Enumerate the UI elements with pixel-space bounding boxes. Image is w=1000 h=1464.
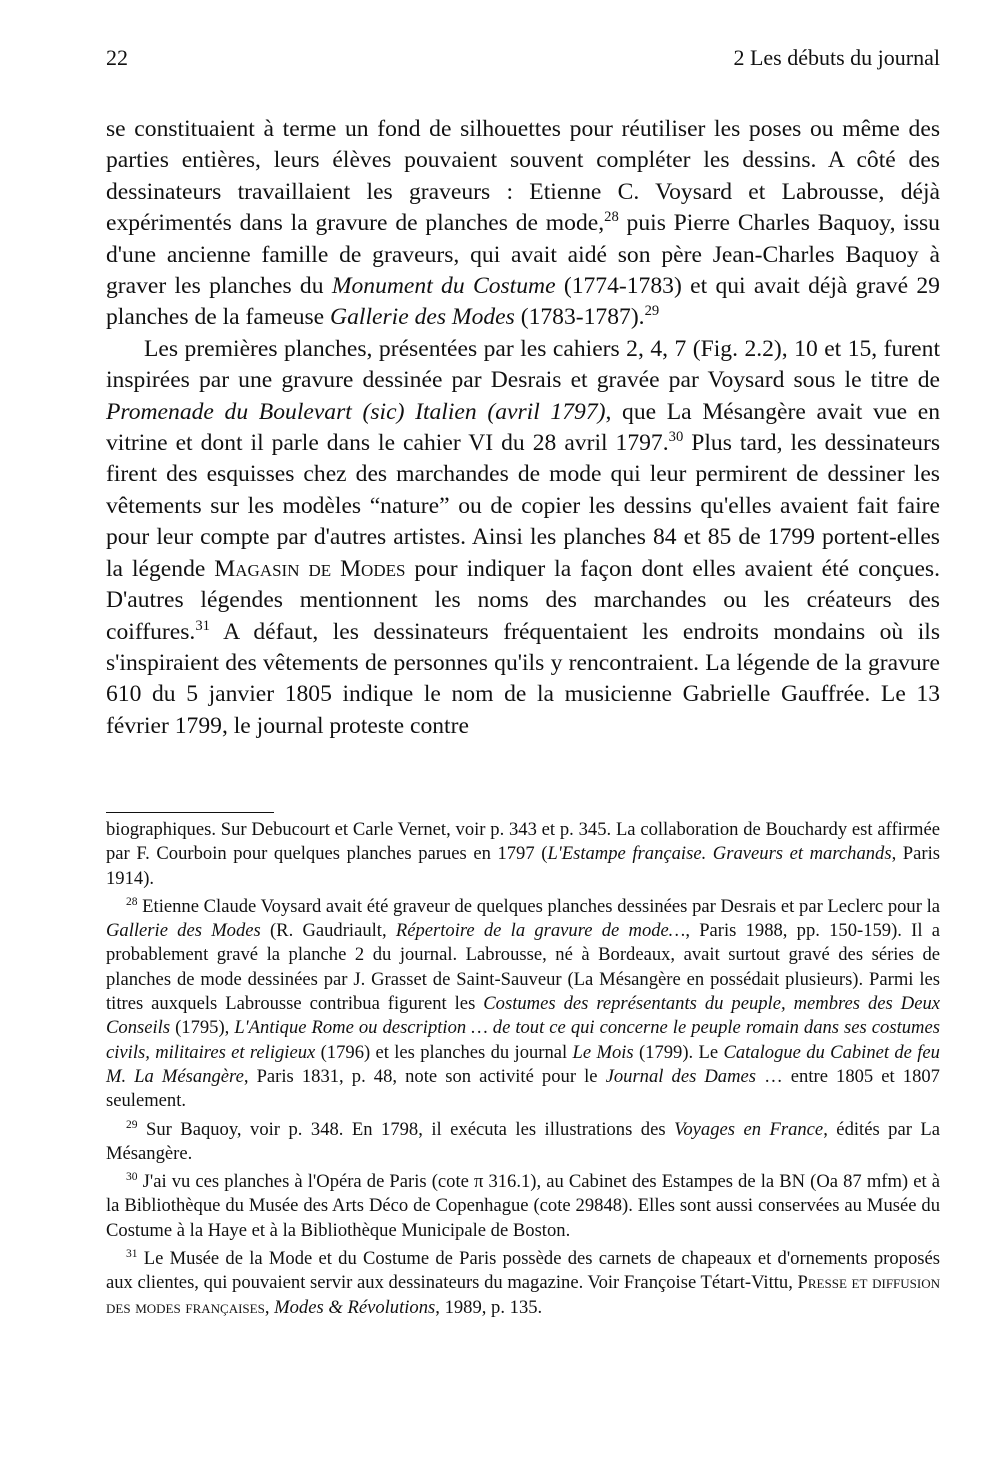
body-text: [106, 114, 940, 742]
work-title: Journal des Dames: [605, 1065, 757, 1087]
chapter-title: 2 Les débuts du journal: [733, 45, 940, 70]
footnote-ref-29[interactable]: 29: [644, 303, 660, 320]
text-run: A défaut, les dessinateurs fréquentaient les endroits mondains où ils s'inspiraient des vêtements de personnes qu'ils y rencontraient. La légende de la gravure 610 du 5 janvier 1805 indique le nom de la musicienne Gabrielle Gauffrée. Le 13 février 1799, le journal proteste contre: [106, 618, 940, 739]
text-run: Le Musée de la Mode et du Costume de Paris possède des carnets de chapeaux et d'ornements proposés aux clientes, qui pouvaient servir aux dessinateurs du magazine. Voir Françoise Tétart-Vittu,: [106, 1248, 940, 1294]
paragraph-2: [106, 334, 940, 742]
footnote-number: 30: [126, 1171, 138, 1184]
text-run: biographiques. Sur Debucourt et Carle Vernet, voir p. 343 et p. 345. La collaboration de Bouchardy est affirmée par F. Courboin pour quelques planches parues en 1797 (: [106, 819, 940, 865]
text-run: , 1989, p. 135.: [435, 1296, 543, 1318]
footnote-29: [106, 1118, 940, 1167]
footnote-31: [106, 1247, 940, 1320]
work-title: Le Mois: [572, 1041, 634, 1063]
text-run: puis Pierre Charles Baquoy, issu d'une ancienne famille de graveurs, qui avait aidé son père Jean-Charles Baquoy à graver les planches du: [106, 210, 940, 300]
work-title: Monument du Costume: [331, 273, 556, 300]
footnote-number: 31: [126, 1248, 138, 1261]
text-run: Sur Baquoy, voir p. 348. En 1798, il exécuta les illustrations des: [137, 1118, 675, 1140]
caption-legend: Magasin de Modes: [214, 555, 406, 582]
work-title: Répertoire de la gravure de mode…: [395, 920, 686, 942]
text-run: Les premières planches, présentées par les cahiers 2, 4, 7 (Fig. 2.2), 10 et 15, furent inspirées par une gravure dessinée par Desrais et gravée par Voysard sous le titre de: [106, 335, 940, 394]
text-run: Plus tard, les dessinateurs firent des esquisses chez des marchandes de mode qui leur permirent de dessiner les vêtements sur les modèles “nature” ou de copier les dessins qu'elles avaient fait faire pour leur compte par d'autres artistes. Ainsi les planches 84 et 85 de 1799 portent-elles la légende: [106, 430, 941, 582]
work-title: Gallerie des Modes: [330, 304, 515, 331]
work-title: Gallerie des Modes: [106, 920, 261, 942]
footnote-number: 29: [126, 1118, 138, 1131]
text-run: , que La Mésangère avait vue en vitrine et dont il parle dans le cahier VI du 28 avril 1797.: [106, 398, 940, 457]
page-number: 22: [106, 45, 128, 70]
text-run: (1799). Le: [633, 1041, 724, 1063]
text-run: ,: [264, 1296, 275, 1318]
text-run: (1795),: [170, 1017, 235, 1039]
work-title: L'Antique Rome ou description … de tout ce qui concerne le peuple romain dans ses costumes civils, militaires et religieux: [106, 1017, 940, 1063]
footnote-28: [106, 895, 940, 1114]
text-run: pour indiquer la façon dont elles avaient été conçues. D'autres légendes mentionnent les noms des marchandes ou les créateurs des coiffures.: [106, 555, 940, 645]
text-run: (1796) et les planches du journal: [315, 1041, 573, 1063]
work-title: Promenade du Boulevart (sic) Italien (avril 1797): [106, 398, 606, 425]
work-title: Voyages en France: [674, 1118, 824, 1140]
text-run: (1783-1787).: [514, 304, 645, 331]
text-run: (1774-1783) et qui avait déjà gravé 29 planches de la fameuse: [106, 273, 940, 331]
publication-title: Presse et diffusion des modes françaises: [106, 1272, 940, 1318]
text-run: se constituaient à terme un fond de silhouettes pour réutiliser les poses ou même des parties entières, leurs élèves pouvaient souvent compléter les dessins. A côté des dessinateurs travaillaient les graveurs : Etienne C. Voysard et Labrousse, déjà expérimentés dans la gravure de planches de mode,: [106, 116, 940, 237]
work-title: Costumes des représentants du peuple, membres des Deux Conseils: [106, 993, 940, 1039]
text-run: J'ai vu ces planches à l'Opéra de Paris (cote π 316.1), au Cabinet des Estampes de la BN (Oa 87 mfm) et à la Bibliothèque du Musée des Arts Déco de Copenhague (cote 29848). Elles sont aussi conservées au Musée du Costume à la Haye et à la Bibliothèque Municipale de Boston.: [106, 1171, 940, 1241]
text-run: , édités par La Mésangère.: [106, 1118, 940, 1164]
work-title: Modes & Révolutions: [274, 1296, 436, 1318]
text-run: , Paris 1831, p. 48, note son activité pour le: [243, 1065, 606, 1087]
footnote-ref-28[interactable]: 28: [604, 209, 619, 226]
footnote-30: [106, 1170, 940, 1243]
text-run: , Paris 1988, pp. 150-159). Il a probablement gravé la planche 2 du journal. Labrousse, né à Bordeaux, avait surtout gravé des séries de planches de mode dessinées par J. Grasset de Saint-Sauveur (La Mésangère en possédait plusieurs). Parmi les titres auxquels Labrousse contribua figurent les: [106, 920, 940, 1015]
text-run: , Paris 1914).: [106, 843, 940, 889]
footnote-number: 28: [126, 895, 138, 908]
footnotes: [106, 818, 940, 1324]
text-run: (R. Gaudriault,: [260, 920, 396, 942]
work-title: Catalogue du Cabinet de feu M. La Mésangère: [106, 1041, 940, 1087]
text-run: … entre 1805 et 1807 seulement.: [106, 1065, 940, 1112]
work-title: L'Estampe française. Graveurs et marchands: [547, 843, 892, 865]
footnote-continued: [106, 818, 940, 891]
footnote-ref-30[interactable]: 30: [668, 429, 684, 446]
footnote-ref-31[interactable]: 31: [195, 617, 210, 634]
paragraph-1: [106, 114, 940, 334]
text-run: Etienne Claude Voysard avait été graveur de quelques planches dessinées par Desrais et par Leclerc pour la: [137, 895, 940, 917]
footnote-rule: [106, 812, 274, 813]
